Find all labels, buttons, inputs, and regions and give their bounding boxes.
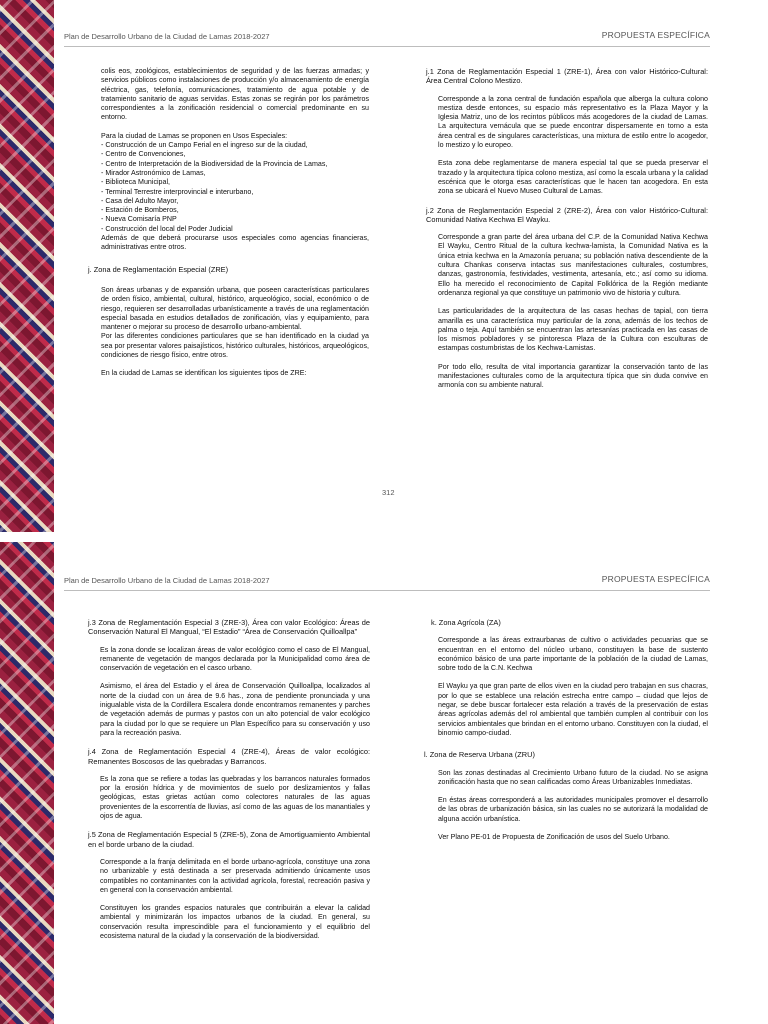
paragraph: Además de que deberá procurarse usos especiales como agencias financieras, administrativas entre otros. (101, 234, 369, 252)
paragraph: Esta zona debe reglamentarse de manera especial tal que se pueda preservar el trazado y la arquitectura típica colono mestiza, así como la escala urbana y la calidad escénica que le otorga esas características que le hacen tan acogedora. En esta zona se ubicará el Nuevo Museo Cultural de Lamas. (438, 159, 708, 196)
list-item: - Nueva Comisaría PNP (101, 215, 177, 224)
page-divider (0, 532, 768, 542)
paragraph: En éstas áreas corresponderá a las autoridades municipales promover el desarrollo de las obras de urbanización básica, sin las cuales no se autorizará la modalidad de alguna acción urbanística. (438, 796, 708, 823)
header-section: PROPUESTA ESPECÍFICA (601, 30, 710, 40)
special-uses-list (101, 141, 369, 234)
section-heading: k. Zona Agrícola (ZA) (431, 618, 501, 627)
paragraph: Son áreas urbanas y de expansión urbana, que poseen características particulares de orden físico, ambiental, cultural, histórico, arqueológico, social, económico o de riesgo, requieren ser desarrolladas urbanísticamente a través de una reglamentación especial basada en estudios detallados de zonificación, vías y equipamiento, para mantener o mejorar su proceso de desarrollo urbano-ambiental. (101, 285, 369, 332)
page-number: 312 (382, 488, 395, 497)
list-item: - Estación de Bomberos, (101, 206, 179, 215)
right-column (426, 618, 708, 851)
paragraph: Es la zona que se refiere a todas las quebradas y los barrancos naturales formados por la erosión hídrica y de movimientos de suelo por deslizamientos y fallas geológicas, estas grietas actúan como colectores naturales de las aguas provenientes de la escorrentía de lluvias, así como de las aguas de los manantiales y ojos de agua. (100, 774, 370, 821)
document-page-1 (54, 0, 768, 532)
section-heading: j.4 Zona de Reglamentación Especial 4 (ZRE-4), Áreas de valor ecológico: Remanentes Boscosos de las quebradas y Barrancos. (88, 747, 370, 766)
header-title: Plan de Desarrollo Urbano de la Ciudad de Lamas 2018-2027 (64, 576, 270, 585)
section-heading: j.3 Zona de Reglamentación Especial 3 (ZRE-3), Área con valor Ecológico: Áreas de Conservación Natural El Mangual, “El Estadio” “Área de Conservación Quilloallpa” (88, 618, 370, 637)
right-column (426, 67, 708, 400)
list-item: - Centro de Interpretación de la Biodiversidad de la Provincia de Lamas, (101, 159, 328, 168)
paragraph: Para la ciudad de Lamas se proponen en Usos Especiales: (101, 131, 288, 140)
decorative-textile-border (0, 0, 54, 1024)
paragraph: Es la zona donde se localizan áreas de valor ecológico como el caso de El Mangual, remanente de vegetación de mangos declarada por la Municipalidad como área de conservación de vegetación en el casco urbano. (100, 645, 370, 673)
list-item: - Terminal Terrestre interprovincial e interurbano, (101, 187, 254, 196)
paragraph: Asimismo, el área del Estadio y el área de Conservación Quilloallpa, localizados al norte de la ciudad con un área de 9.6 has., zona de pendiente pronunciada y una inigualable vista de la Cordillera Escalera donde encontramos remanentes y parches de vegetación además de purmas y pastos con un alto potencial de valor ecológico para la ciudad por lo que se requiere un Plan Específico para su conservación y uso para la recreación pasiva. (100, 682, 370, 737)
paragraph: Corresponde a la zona central de fundación española que alberga la cultura colono mestiza desde entonces, su espacio más representativo es la Plaza Mayor y la Iglesia Matriz, uno de los recintos públicos más acogedores de la ciudad de Lamas. La arquitectura vernácula que se puede encontrar dispersamente en torno a esta área central es de singulares características, una mixtura de estilo entre lo acogedor, lo mestizo y lo europeo. (438, 94, 708, 150)
paragraph: Son las zonas destinadas al Crecimiento Urbano futuro de la ciudad. No se asigna zonificación hasta que no sean calificadas como Áreas Urbanizables Inmediatas. (438, 768, 708, 786)
left-column (88, 67, 369, 388)
paragraph: Las particularidades de la arquitectura de las casas hechas de tapial, con tierra amarilla es una característica muy particular de la zona, además de los techos de palma o teja. Aquí también se encuentran las artesanías practicada en las casas de los mismos pobladores y se pintoresca Plaza de la Cultura con esculturas de estampas costumbristas de los Kechwa-Lamistas. (438, 307, 708, 353)
paragraph: colis eos, zoológicos, establecimientos de seguridad y de las fuerzas armadas; y servicios públicos como instalaciones de producción y/o almacenamiento de energía eléctrica, gas, telefonía, comunicaciones, tratamiento de agua potable y de tratamiento sanitario de aguas servidas. Estas zonas se regirán por los parámetros correspondientes a la zonificación residencial o comercial predominante en su entorno. (101, 67, 369, 122)
document-page-2 (54, 542, 768, 1024)
list-item: - Construcción de un Campo Ferial en el ingreso sur de la ciudad, (101, 141, 308, 150)
list-item: - Mirador Astronómico de Lamas, (101, 168, 206, 177)
list-item: - Casa del Adulto Mayor, (101, 196, 179, 205)
paragraph: Corresponde a las áreas extraurbanas de cultivo o actividades pecuarias que se encuentran en el entorno del núcleo urbano, constituyen la base de sustento económico básico de una parte importante de la población de la ciudad de Lamas, sobre todo de la C.N. Kechwa (438, 636, 708, 673)
header-title: Plan de Desarrollo Urbano de la Ciudad de Lamas 2018-2027 (64, 32, 270, 41)
paragraph: Por las diferentes condiciones particulares que se han identificado en la ciudad ya sea por presentar valores paisajísticos, histórico culturales, históricos, arqueológicos, condiciones de riesgo físico, entre otros. (101, 332, 369, 360)
paragraph: Ver Plano PE-01 de Propuesta de Zonificación de usos del Suelo Urbano. (438, 833, 670, 842)
header-section: PROPUESTA ESPECÍFICA (601, 574, 710, 584)
paragraph: El Wayku ya que gran parte de ellos viven en la ciudad pero trabajan en sus chacras, por lo que se establece una relación estrecha entre campo – ciudad que lejos de negar, se debe buscar fortalecer esta relación a través de la preservación de estas áreas agrícolas además del rol ambiental que también cumplen al contribuir con los servicios ambientales que brindan en el entorno urbano. Constituyen con la ciudad, el binomio campo-ciudad. (438, 682, 708, 737)
paragraph: En la ciudad de Lamas se identifican los siguientes tipos de ZRE: (101, 369, 307, 378)
section-heading: l. Zona de Reserva Urbana (ZRU) (424, 750, 535, 760)
paragraph: Constituyen los grandes espacios naturales que contribuirán a elevar la calidad ambiental y minimizarán los impactos urbanos de la ciudad. En general, su conservación resulta imprescindible para el funcionamiento y el equilibrio del ecosistema natural de la ciudad y la conservación de la biodiversidad. (100, 904, 370, 941)
paragraph: Por todo ello, resulta de vital importancia garantizar la conservación tanto de las manifestaciones culturales como de la arquitectura típica que sin duda convive en armonía con su ambiente natural. (438, 362, 708, 390)
section-heading: j.5 Zona de Reglamentación Especial 5 (ZRE-5), Zona de Amortiguamiento Ambiental en el borde urbano de la ciudad. (88, 830, 370, 849)
list-item: - Centro de Convenciones, (101, 150, 186, 159)
list-item: - Biblioteca Municipal, (101, 178, 170, 187)
section-heading: j.1 Zona de Reglamentación Especial 1 (ZRE-1), Área con valor Histórico-Cultural: Área Central Colono Mestizo. (426, 67, 708, 86)
list-item: - Construcción del local del Poder Judicial (101, 224, 233, 233)
section-heading: j.2 Zona de Reglamentación Especial 2 (ZRE-2), Área con valor Histórico-Cultural: Comunidad Nativa Kechwa El Wayku. (426, 205, 708, 224)
left-column (88, 618, 370, 950)
page-header (64, 574, 710, 591)
paragraph: Corresponde a la franja delimitada en el borde urbano-agrícola, constituye una zona no urbanizable y está destinada a ser preservada admitiendo únicamente usos compatibles no contaminantes con la actividad agrícola, forestal, recreación pasiva y en general con la conservación ambiental. (100, 857, 370, 894)
section-heading: j. Zona de Reglamentación Especial (ZRE) (88, 264, 229, 274)
page-header (64, 30, 710, 47)
paragraph: Corresponde a gran parte del área urbana del C.P. de la Comunidad Nativa Kechwa El Wayku, Centro Ritual de la cultura kechwa-lamista, la Comunidad Nativa es la única etnia kechwa en la Amazonía peruana; su población nativa descendiente de la cultura Chankas conserva intactas sus manifestaciones culturales, costumbres, danzas, gastronomía, festividades, vestimenta, artesanía, etc.; así como su idioma. Ello ha merecido el reconocimiento de Capital Folklórica de la Región mediante ordenanza regional ya que constituye un patrimonio vivo de historia y cultura. (438, 233, 708, 297)
